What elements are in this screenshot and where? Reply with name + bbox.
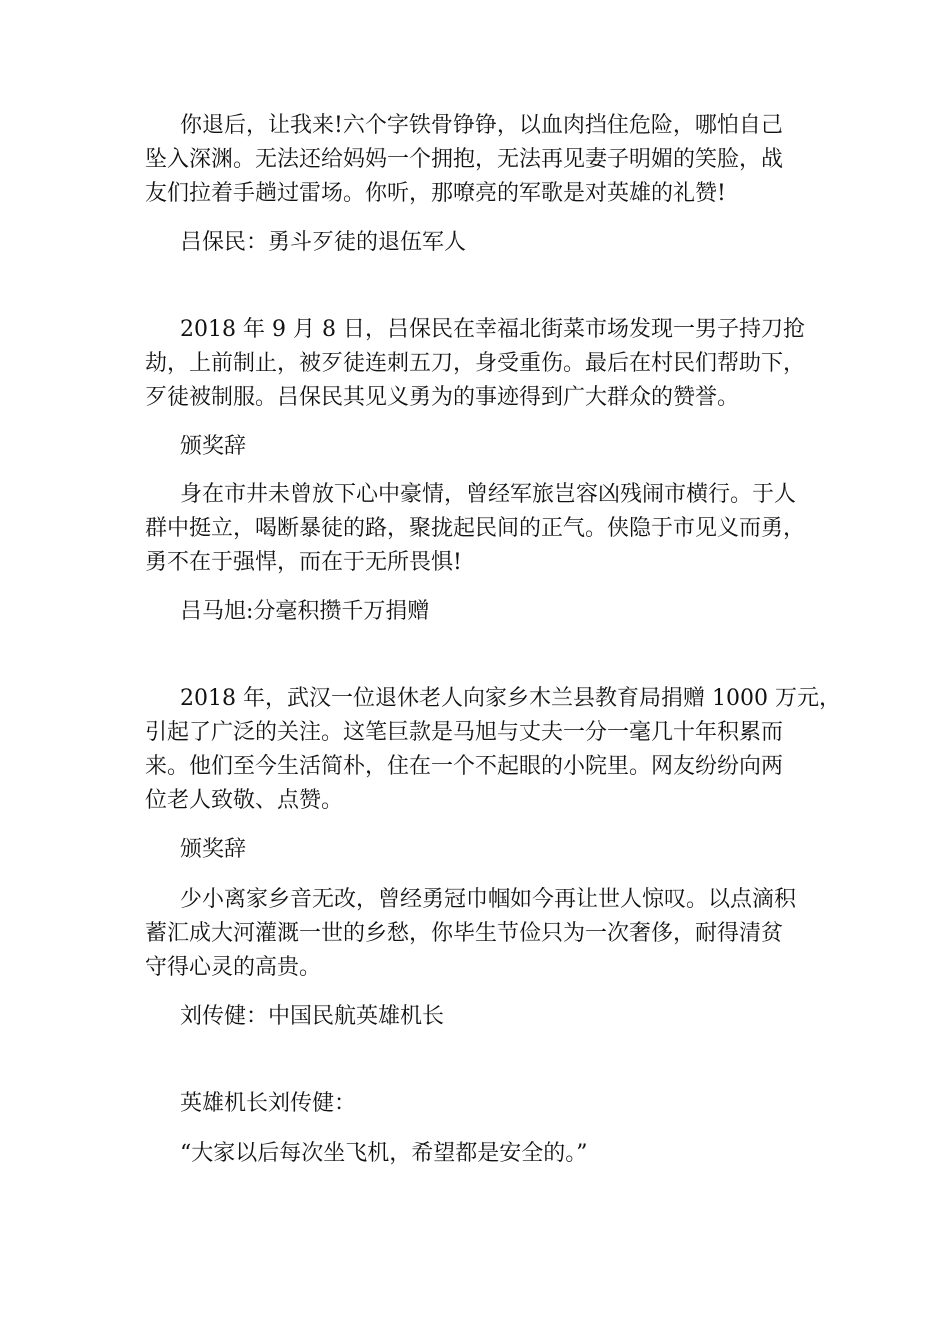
text-line: 守得心灵的高贵。 bbox=[145, 955, 322, 980]
text-line: 身在市井未曾放下心中豪情，曾经军旅岂容凶残闹市横行。于人 bbox=[180, 482, 797, 507]
text-line: 引起了广泛的关注。这笔巨款是马旭与丈夫一分一毫几十年积累而 bbox=[145, 720, 784, 745]
text-line: 位老人致敬、点赞。 bbox=[145, 788, 344, 813]
paragraph-award-speech-1 bbox=[145, 478, 825, 580]
text-line: 2018 年，武汉一位退休老人向家乡木兰县教育局捐赠 1000 万元， bbox=[180, 686, 841, 711]
text-line: 勇不在于强悍，而在于无所畏惧! bbox=[145, 550, 462, 575]
text-line: 歹徒被制服。吕保民其见义勇为的事迹得到广大群众的赞誉。 bbox=[145, 385, 740, 410]
paragraph-poem-tribute bbox=[145, 109, 825, 211]
section-heading: 颁奖辞 bbox=[180, 434, 247, 459]
heading-lv-baomin bbox=[145, 226, 825, 260]
paragraph-lv-maxu-story bbox=[145, 682, 841, 818]
text-line: 2018 年 9 月 8 日，吕保民在幸福北街菜市场发现一男子持刀抢 bbox=[180, 317, 805, 342]
section-heading: 颁奖辞 bbox=[180, 837, 247, 862]
section-heading: 吕保民：勇斗歹徒的退伍军人 bbox=[180, 230, 467, 255]
text-line: 你退后，让我来!六个字铁骨铮铮，以血肉挡住危险，哪怕自己 bbox=[180, 113, 783, 138]
heading-award-speech-1 bbox=[145, 430, 825, 464]
text-line: 坠入深渊。无法还给妈妈一个拥抱，无法再见妻子明媚的笑脸，战 bbox=[145, 147, 784, 172]
section-heading: 刘传健：中国民航英雄机长 bbox=[180, 1004, 445, 1029]
paragraph-liu-chuanjian-intro bbox=[145, 1087, 825, 1121]
heading-award-speech-2 bbox=[145, 833, 825, 867]
text-line: 友们拉着手趟过雷场。你听，那嘹亮的军歌是对英雄的礼赞! bbox=[145, 181, 726, 206]
text-line: 英雄机长刘传健： bbox=[180, 1091, 357, 1116]
heading-lv-maxu bbox=[145, 595, 825, 629]
quote-line: “大家以后每次坐飞机，希望都是安全的。” bbox=[180, 1141, 588, 1166]
text-line: 来。他们至今生活简朴，住在一个不起眼的小院里。网友纷纷向两 bbox=[145, 754, 784, 779]
text-line: 劫，上前制止，被歹徒连刺五刀，身受重伤。最后在村民们帮助下， bbox=[145, 351, 806, 376]
text-line: 蓄汇成大河灌溉一世的乡愁，你毕生节俭只为一次奢侈，耐得清贫 bbox=[145, 921, 784, 946]
paragraph-lv-baomin-story bbox=[145, 313, 825, 415]
text-line: 少小离家乡音无改，曾经勇冠巾帼如今再让世人惊叹。以点滴积 bbox=[180, 887, 797, 912]
paragraph-award-speech-2 bbox=[145, 883, 825, 985]
paragraph-liu-chuanjian-quote bbox=[145, 1137, 825, 1171]
section-heading: 吕马旭:分毫积攒千万捐赠 bbox=[180, 599, 430, 624]
text-line: 群中挺立，喝断暴徒的路，聚拢起民间的正气。侠隐于市见义而勇， bbox=[145, 516, 806, 541]
heading-liu-chuanjian bbox=[145, 1000, 825, 1034]
